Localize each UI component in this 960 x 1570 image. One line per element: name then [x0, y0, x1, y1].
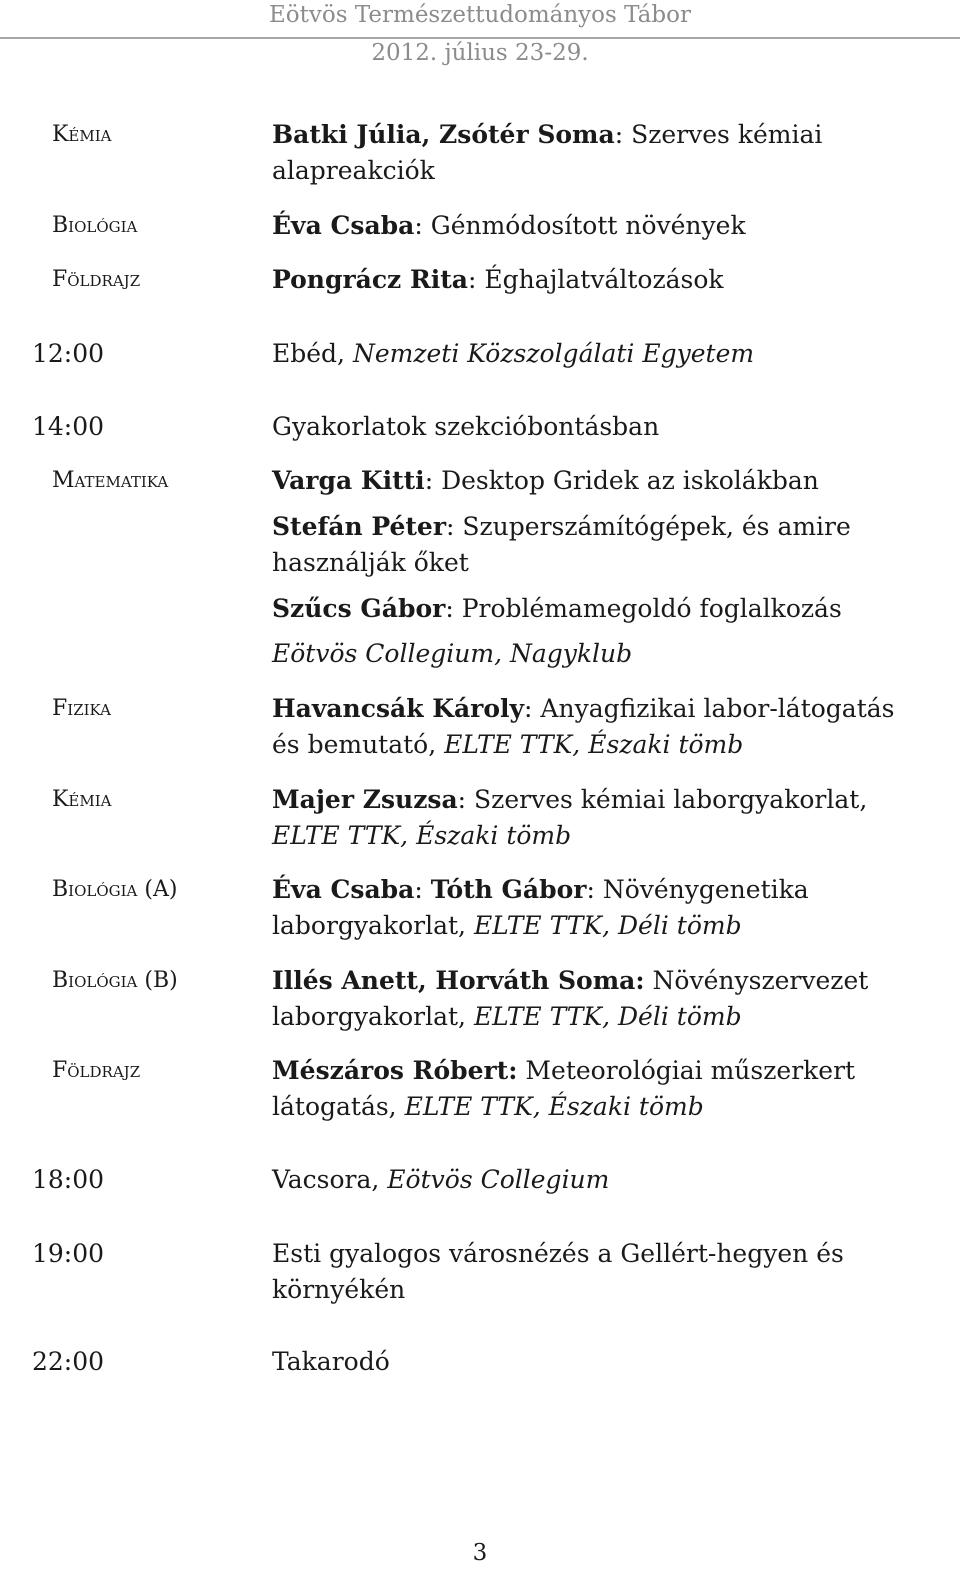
header-date: 2012. július 23-29.: [371, 40, 589, 66]
session-entry: [272, 117, 922, 189]
session-entry: [272, 636, 922, 672]
session-entry: [272, 1162, 922, 1198]
presenter-name-2: Tóth Gábor: [430, 875, 587, 904]
session-title: Desktop Gridek az iskolákban: [441, 466, 819, 495]
session-title: Éghajlatváltozások: [484, 265, 724, 294]
session-title: Génmódosított növények: [430, 211, 746, 240]
section-label: Kémia: [52, 787, 112, 812]
session-entry: [272, 963, 922, 1035]
session-title: Szerves kémiai alapreakciók: [272, 120, 823, 185]
event-text: Esti gyalogos városnézés a Gellért-hegyen és környékén: [272, 1239, 844, 1304]
event-location: ELTE TTK, Északi tömb: [272, 821, 572, 850]
header-divider: [0, 37, 960, 39]
session-title: Szerves kémiai laborgyakorlat,: [474, 785, 868, 814]
presenter-name: Éva Csaba: [272, 875, 415, 904]
presenter-name: Éva Csaba: [272, 211, 415, 240]
presenter-name: Majer Zsuzsa: [272, 785, 458, 814]
time-label: 12:00: [32, 339, 105, 368]
session-title: Növényszervezet laborgyakorlat,: [272, 966, 869, 1031]
section-label: Kémia: [52, 122, 112, 147]
separator: :: [414, 211, 431, 240]
separator: :: [446, 512, 463, 541]
separator: :: [467, 265, 485, 294]
session-entry: [272, 1344, 922, 1380]
session-entry: [272, 1236, 922, 1308]
header-title: Eötvös Természettudományos Tábor: [269, 2, 691, 28]
section-label: Földrajz: [52, 1058, 141, 1083]
session-entry: [272, 463, 922, 499]
event-text: Takarodó: [272, 1347, 390, 1376]
time-label: 22:00: [32, 1347, 105, 1376]
separator: :: [424, 466, 442, 495]
section-label: Biológia (A): [52, 877, 178, 902]
event-text: Vacsora,: [272, 1165, 388, 1194]
presenter-name: Varga Kitti: [272, 466, 425, 495]
event-location: ELTE TTK, Déli tömb: [473, 911, 742, 940]
separator: [645, 966, 653, 995]
time-label: 19:00: [32, 1239, 105, 1268]
presenter-name: Batki Júlia, Zsótér Soma: [272, 120, 615, 149]
session-title: Szuperszámítógépek, és amire használják őket: [272, 512, 851, 577]
session-entry: [272, 509, 922, 581]
presenter-name: Havancsák Károly: [272, 694, 525, 723]
session-entry: [272, 591, 922, 627]
session-entry: [272, 691, 922, 763]
session-entry: [272, 782, 922, 854]
session-entry: [272, 872, 922, 944]
separator: :: [414, 875, 431, 904]
event-location: Nemzeti Közszolgálati Egyetem: [352, 339, 755, 368]
separator: :: [524, 694, 541, 723]
section-label: Matematika: [52, 468, 169, 493]
presenter-name: Szűcs Gábor: [272, 594, 446, 623]
presenter-name: Illés Anett, Horváth Soma:: [272, 966, 645, 995]
event-location: ELTE TTK, Déli tömb: [473, 1002, 742, 1031]
presenter-name: Pongrácz Rita: [272, 265, 468, 294]
page-number: 3: [472, 1540, 488, 1566]
session-title: Anyagfizikai labor-látogatás és bemutató,: [272, 694, 895, 759]
session-title: Növénygenetika laborgyakorlat,: [272, 875, 809, 940]
event-location: Eötvös Collegium: [387, 1165, 610, 1194]
section-label: Fizika: [52, 696, 111, 721]
event-location: ELTE TTK, Északi tömb: [444, 730, 744, 759]
separator: :: [586, 875, 603, 904]
separator: :: [457, 785, 475, 814]
session-entry: [272, 262, 922, 298]
presenter-name: Stefán Péter: [272, 512, 446, 541]
session-entry: [272, 208, 922, 244]
section-label: Földrajz: [52, 267, 141, 292]
time-label: 14:00: [32, 412, 105, 441]
session-title: Problémamegoldó foglalkozás: [461, 594, 842, 623]
section-label: Biológia (B): [52, 968, 178, 993]
presenter-name: Mészáros Róbert:: [272, 1056, 518, 1085]
session-entry: [272, 409, 922, 445]
separator: :: [614, 120, 632, 149]
session-entry: [272, 336, 922, 372]
session-entry: [272, 1053, 922, 1125]
section-label: Biológia: [52, 213, 138, 238]
event-text: Ebéd,: [272, 339, 353, 368]
event-location: ELTE TTK, Északi tömb: [404, 1092, 704, 1121]
event-location: Eötvös Collegium, Nagyklub: [272, 639, 633, 668]
session-title: Meteorológiai műszerkert látogatás,: [272, 1056, 856, 1121]
separator: :: [445, 594, 462, 623]
time-label: 18:00: [32, 1165, 105, 1194]
event-text: Gyakorlatok szekcióbontásban: [272, 412, 660, 441]
